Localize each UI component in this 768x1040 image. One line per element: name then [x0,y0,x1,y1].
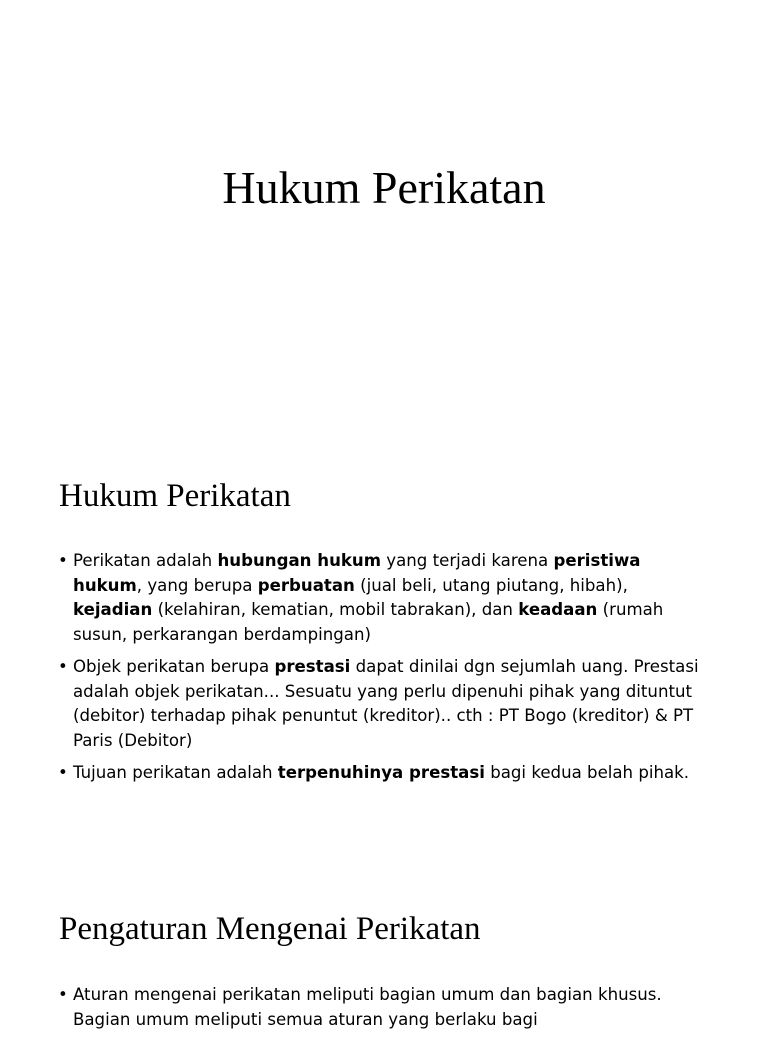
text-run: dapat dinilai dgn sejumlah uang. Prestasi adalah objek perikatan... Sesuatu yang perlu dipenuhi pihak yang dituntut (debitor) terhadap pihak penuntut (kreditor).. cth : PT Bogo (kreditor) & PT Paris (Debitor) [73,657,699,750]
bullet-text [73,657,699,750]
bullet-list-hukum-perikatan [58,549,708,794]
text-run: (jual beli, utang piutang, hibah), [354,575,628,595]
bullet-item [58,655,708,753]
bullet-text [73,551,663,644]
bullet-text [73,763,689,782]
bold-phrase: hubungan hukum [217,551,382,570]
bold-phrase: keadaan [518,600,598,619]
bullet-item [58,549,708,647]
text-run: Perikatan adalah [73,551,218,570]
bold-phrase: prestasi [274,657,351,676]
text-run: (rumah susun, perkarangan berdampingan) [73,600,664,644]
section-heading-pengaturan: Pengaturan Mengenai Perikatan [59,911,481,947]
section-heading-hukum-perikatan: Hukum Perikatan [59,478,291,514]
text-run: yang terjadi karena [381,551,554,570]
bullet-marker: • [58,985,68,1004]
bullet-marker: • [58,657,68,676]
bold-phrase: perbuatan [257,575,355,595]
bold-phrase: kejadian [73,600,153,619]
text-run: Tujuan perikatan adalah [73,763,278,782]
bullet-marker: • [58,551,68,570]
bullet-marker: • [58,763,68,782]
text-run: , yang berupa [136,575,258,595]
bullet-item [58,761,708,786]
bold-phrase: peristiwa hukum [73,551,641,595]
bullet-list-pengaturan [58,983,708,1040]
text-run: (kelahiran, kematian, mobil tabrakan), dan [152,600,519,619]
title-slide-title: Hukum Perikatan [222,162,546,213]
text-run: bagi kedua belah pihak. [484,763,690,782]
bullet-item [58,983,708,1032]
text-run: Objek perikatan berupa [73,657,275,676]
text-run: Aturan mengenai perikatan meliputi bagian umum dan bagian khusus. Bagian umum meliputi semua aturan yang berlaku bagi [73,985,662,1029]
bullet-text [73,985,662,1029]
bold-phrase: terpenuhinya prestasi [277,763,485,782]
